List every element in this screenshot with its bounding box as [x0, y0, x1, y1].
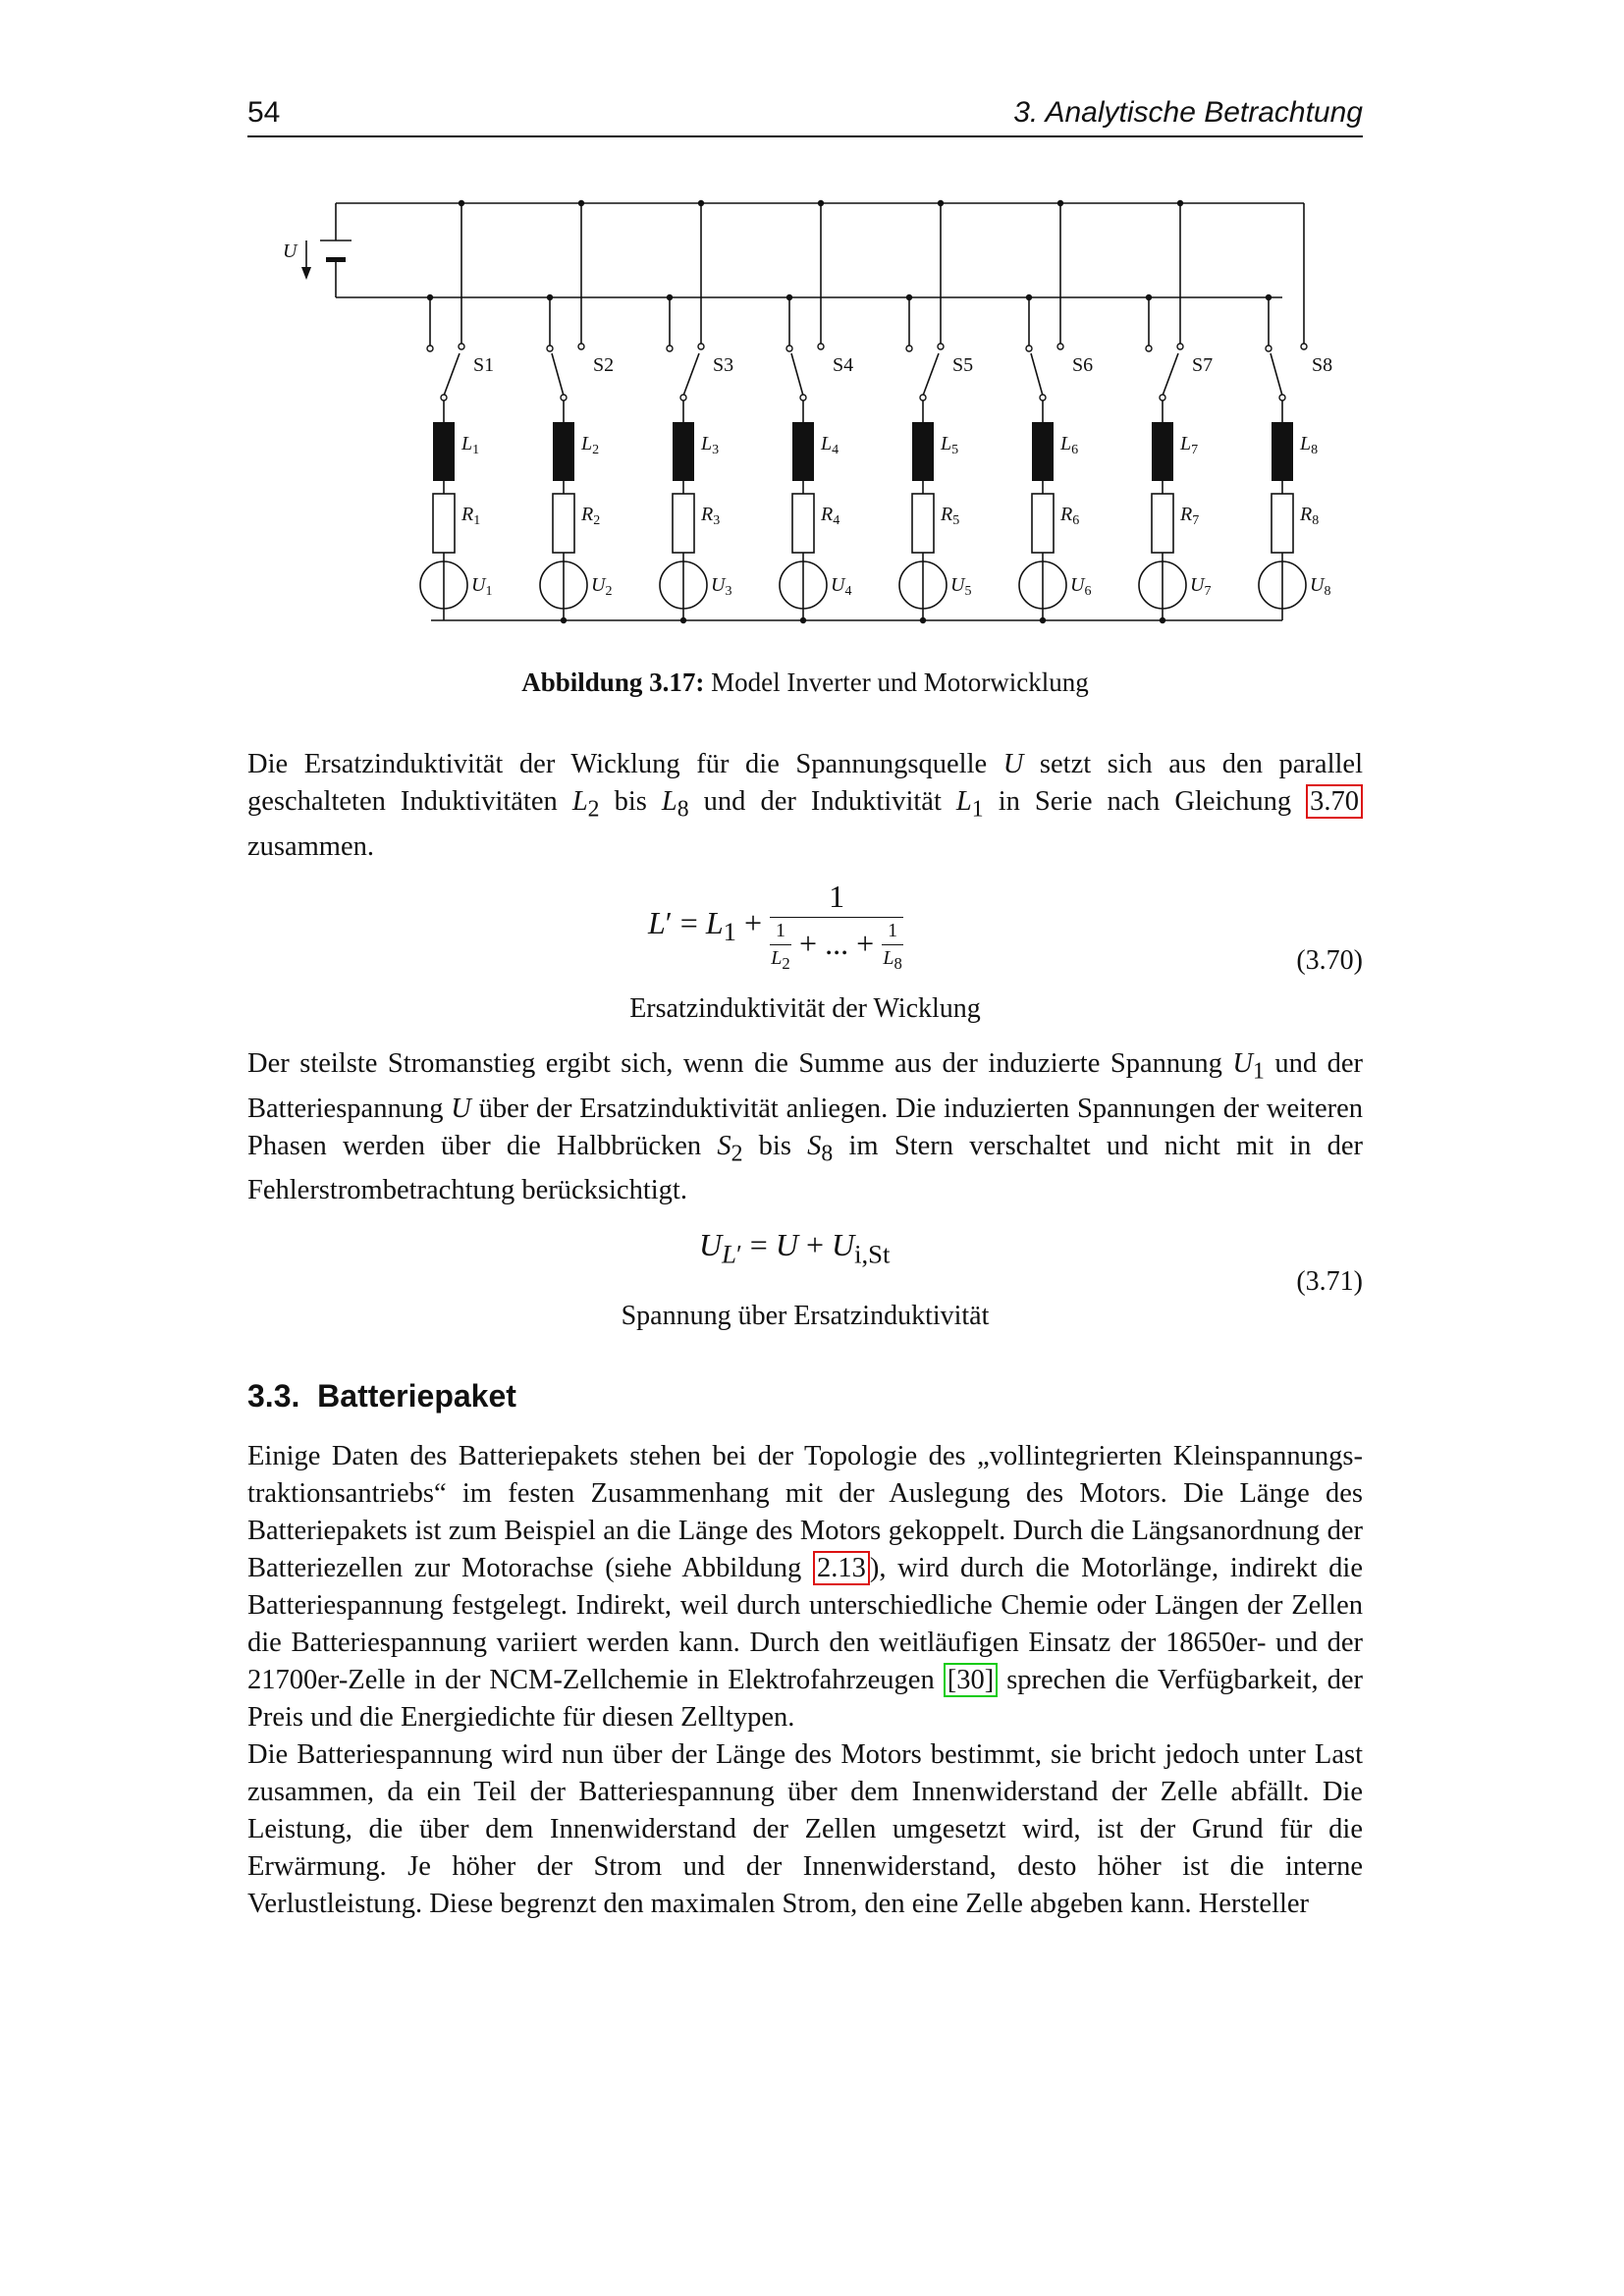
p2-text-3: über der Ersatzinduktivität anliegen. Die induzierten Spannungen der weiteren Phasen werden über die Halbbrücken	[247, 1093, 1363, 1161]
inductor-L1	[433, 422, 455, 481]
chapter-title: 3. Analytische Betrachtung	[1013, 96, 1363, 129]
inductor-label-L1: $L_1$	[461, 433, 480, 457]
switch-blade	[1271, 353, 1282, 396]
equation-number: (3.71)	[1296, 1266, 1363, 1297]
source-label-U8: $U_8$	[1310, 574, 1331, 599]
inductor-label-L8: $L_8$	[1300, 433, 1319, 457]
resistor-label-R3: $R_3$	[701, 504, 721, 528]
p3-text-1: Einige Daten des Batteriepakets stehen bei der Topologie des „vollintegrierten Kleinspannungs-traktionsantriebs“ im festen Zusammenhang mit der Auslegung des Motors. Die Länge des Batteriepakets ist zum Beispiel an die Länge des Motors gekoppelt. Durch die Längsanordnung der Batteriezellen zur Motorachse (siehe Abbildung	[247, 1441, 1363, 1583]
caption-label: Abbildung 3.17:	[521, 667, 705, 697]
switch-pivot	[1279, 395, 1285, 400]
p1-text-5: in Serie nach Gleichung	[983, 786, 1307, 817]
figure-ref-link[interactable]: 2.13	[813, 1551, 870, 1585]
resistor-label-R4: $R_4$	[821, 504, 840, 528]
source-label-U5: $U_5$	[950, 574, 972, 599]
bottom-junction	[561, 617, 567, 623]
switch-lower-terminal	[1026, 346, 1032, 351]
source-label-U2: $U_2$	[591, 574, 613, 599]
p1-text-2: setzt sich aus den parallel geschalteten Induktivitäten	[247, 749, 1363, 817]
paragraph-2: Der steilste Stromanstieg ergibt sich, wenn die Summe aus der induzierte Spannung $U_1$ und der Batteriespannung U über der Ersatzinduktivität anliegen. Die induzierten Spannungen der weiteren Phasen werden über die Halbbrücken $S_2$ bis $S_8$ im Stern verschaltet und nicht mit in der Fehlerstrombetrachtung berücksichtigt.	[247, 1048, 1364, 1206]
resistor-R6	[1032, 494, 1054, 553]
switch-lower-terminal	[786, 346, 792, 351]
bottom-junction	[680, 617, 686, 623]
inductor-L4	[792, 422, 814, 481]
switch-upper-terminal	[1301, 344, 1307, 349]
p1-text-1: Die Ersatzinduktivität der Wicklung für die Spannungsquelle	[247, 749, 1003, 779]
paragraph-4: Die Batteriespannung wird nun über der Länge des Motors bestimmt, sie bricht jedoch unter Last zusammen, da ein Teil der Batteriespannung über dem Innenwiderstand der Zelle abfällt. Die Leistung, die über dem Innenwiderstand der Zellen umgesetzt wird, ist der Grund für die Erwärmung. Je höher der Strom und der Innenwiderstand, desto höher ist die interne Verlustleistung. Diese begrenzt den maximalen Strom, den eine Zelle abgeben kann. Hersteller	[247, 1739, 1363, 1919]
figure-caption	[247, 667, 1363, 698]
resistor-label-R6: $R_6$	[1060, 504, 1080, 528]
resistor-R4	[792, 494, 814, 553]
source-arrow-head	[301, 267, 311, 280]
switch-blade	[791, 353, 803, 396]
paragraph-3	[247, 1438, 1363, 1923]
source-label-U: U	[283, 240, 298, 262]
p2-text-2: und der Batteriespannung	[247, 1048, 1363, 1124]
resistor-label-R5: $R_5$	[941, 504, 960, 528]
section-heading	[247, 1378, 516, 1415]
resistor-label-R2: $R_2$	[581, 504, 601, 528]
switch-blade	[683, 353, 699, 396]
p1-text-3: bis	[599, 786, 662, 817]
paragraph-1: Die Ersatzinduktivität der Wicklung für die Spannungsquelle U setzt sich aus den parallel geschalteten Induktivitäten $L_2$ bis $L_8$ und der Induktivität $L_1$ in Serie nach Gleichung 3.70 zusammen.	[247, 749, 1363, 862]
inductor-L2	[553, 422, 574, 481]
switch-label-S7: S7	[1192, 354, 1214, 376]
inductor-label-L7: $L_7$	[1180, 433, 1199, 457]
resistor-label-R8: $R_8$	[1300, 504, 1320, 528]
switch-pivot	[800, 395, 806, 400]
bottom-junction	[800, 617, 806, 623]
switch-pivot	[680, 395, 686, 400]
p2-text-1: Der steilste Stromanstieg ergibt sich, wenn die Summe aus der induzierte Spannung	[247, 1048, 1233, 1079]
switch-upper-terminal	[578, 344, 584, 349]
switch-upper-terminal	[818, 344, 824, 349]
switch-pivot	[920, 395, 926, 400]
inductor-label-L5: $L_5$	[941, 433, 959, 457]
switch-label-S3: S3	[713, 354, 734, 376]
resistor-label-R1: $R_1$	[461, 504, 481, 528]
switch-label-S1: S1	[473, 354, 495, 376]
circuit-diagram	[247, 187, 1363, 638]
p1-text-6: zusammen.	[247, 830, 375, 862]
running-header	[247, 96, 1363, 137]
p2-text-4: bis	[742, 1130, 808, 1161]
switch-lower-terminal	[1266, 346, 1272, 351]
resistor-R2	[553, 494, 574, 553]
switch-lower-terminal	[1146, 346, 1152, 351]
switch-blade	[552, 353, 564, 396]
bottom-junction	[1040, 617, 1046, 623]
inductor-L7	[1152, 422, 1173, 481]
p1-text-4: und der Induktivität	[688, 786, 956, 817]
inductor-label-L3: $L_3$	[701, 433, 720, 457]
switch-pivot	[1160, 395, 1165, 400]
inductor-label-L2: $L_2$	[581, 433, 600, 457]
switch-pivot	[1040, 395, 1046, 400]
resistor-R3	[673, 494, 694, 553]
switch-pivot	[561, 395, 567, 400]
source-label-U1: $U_1$	[471, 574, 493, 599]
inductor-L5	[912, 422, 934, 481]
inductor-label-L4: $L_4$	[821, 433, 839, 457]
resistor-R7	[1152, 494, 1173, 553]
resistor-R5	[912, 494, 934, 553]
equation-ref-link[interactable]: 3.70	[1306, 784, 1363, 819]
switch-blade	[1031, 353, 1043, 396]
section-number: 3.3.	[247, 1378, 300, 1414]
citation-link[interactable]: [30]	[944, 1663, 998, 1697]
circuit-figure	[247, 187, 1363, 638]
p3-text-2: ), wird durch die Motorlänge, indirekt die Batteriespannung festgelegt. Indirekt, weil durch unterschiedliche Chemie oder Längen der Zellen die Batteriespannung variiert werden kann. Durch den weitläufigen Einsatz der 18650er- und der 21700er-Zelle in der NCM-Zellchemie in Elektrofahrzeugen	[247, 1553, 1363, 1695]
bottom-junction	[1160, 617, 1165, 623]
source-label-U6: $U_6$	[1070, 574, 1092, 599]
inductor-L8	[1272, 422, 1293, 481]
p3-text-3: sprechen die Verfügbarkeit, der Preis und die Energiedichte für diesen Zelltypen.	[247, 1665, 1363, 1733]
resistor-R8	[1272, 494, 1293, 553]
switch-blade	[923, 353, 939, 396]
source-label-U4: $U_4$	[831, 574, 852, 599]
section-title: Batteriepaket	[317, 1378, 516, 1414]
resistor-R1	[433, 494, 455, 553]
source-label-U7: $U_7$	[1190, 574, 1212, 599]
switch-upper-terminal	[1177, 344, 1183, 349]
switch-lower-terminal	[667, 346, 673, 351]
equation-number: (3.70)	[1296, 945, 1363, 976]
switch-lower-terminal	[547, 346, 553, 351]
page-number: 54	[247, 96, 281, 129]
bottom-junction	[920, 617, 926, 623]
switch-label-S4: S4	[833, 354, 854, 376]
switch-label-S5: S5	[952, 354, 974, 376]
inductor-L3	[673, 422, 694, 481]
switch-upper-terminal	[459, 344, 464, 349]
switch-upper-terminal	[1057, 344, 1063, 349]
switch-blade	[444, 353, 460, 396]
inductor-L6	[1032, 422, 1054, 481]
switch-pivot	[441, 395, 447, 400]
switch-label-S2: S2	[593, 354, 615, 376]
equation-label: Ersatzinduktivität der Wicklung	[629, 993, 981, 1024]
resistor-label-R7: $R_7$	[1180, 504, 1200, 528]
switch-lower-terminal	[427, 346, 433, 351]
source-label-U3: $U_3$	[711, 574, 732, 599]
equation-label: Spannung über Ersatzinduktivität	[621, 1301, 990, 1331]
caption-text: Model Inverter und Motorwicklung	[704, 667, 1089, 697]
switch-lower-terminal	[906, 346, 912, 351]
switch-label-S6: S6	[1072, 354, 1094, 376]
switch-upper-terminal	[938, 344, 944, 349]
switch-label-S8: S8	[1312, 354, 1333, 376]
switch-upper-terminal	[698, 344, 704, 349]
battery-plate-short	[326, 257, 346, 262]
inductor-label-L6: $L_6$	[1060, 433, 1079, 457]
p2-text-5: im Stern verschaltet und nicht mit in der Fehlerstrombetrachtung berücksichtigt.	[247, 1130, 1364, 1206]
switch-blade	[1163, 353, 1178, 396]
